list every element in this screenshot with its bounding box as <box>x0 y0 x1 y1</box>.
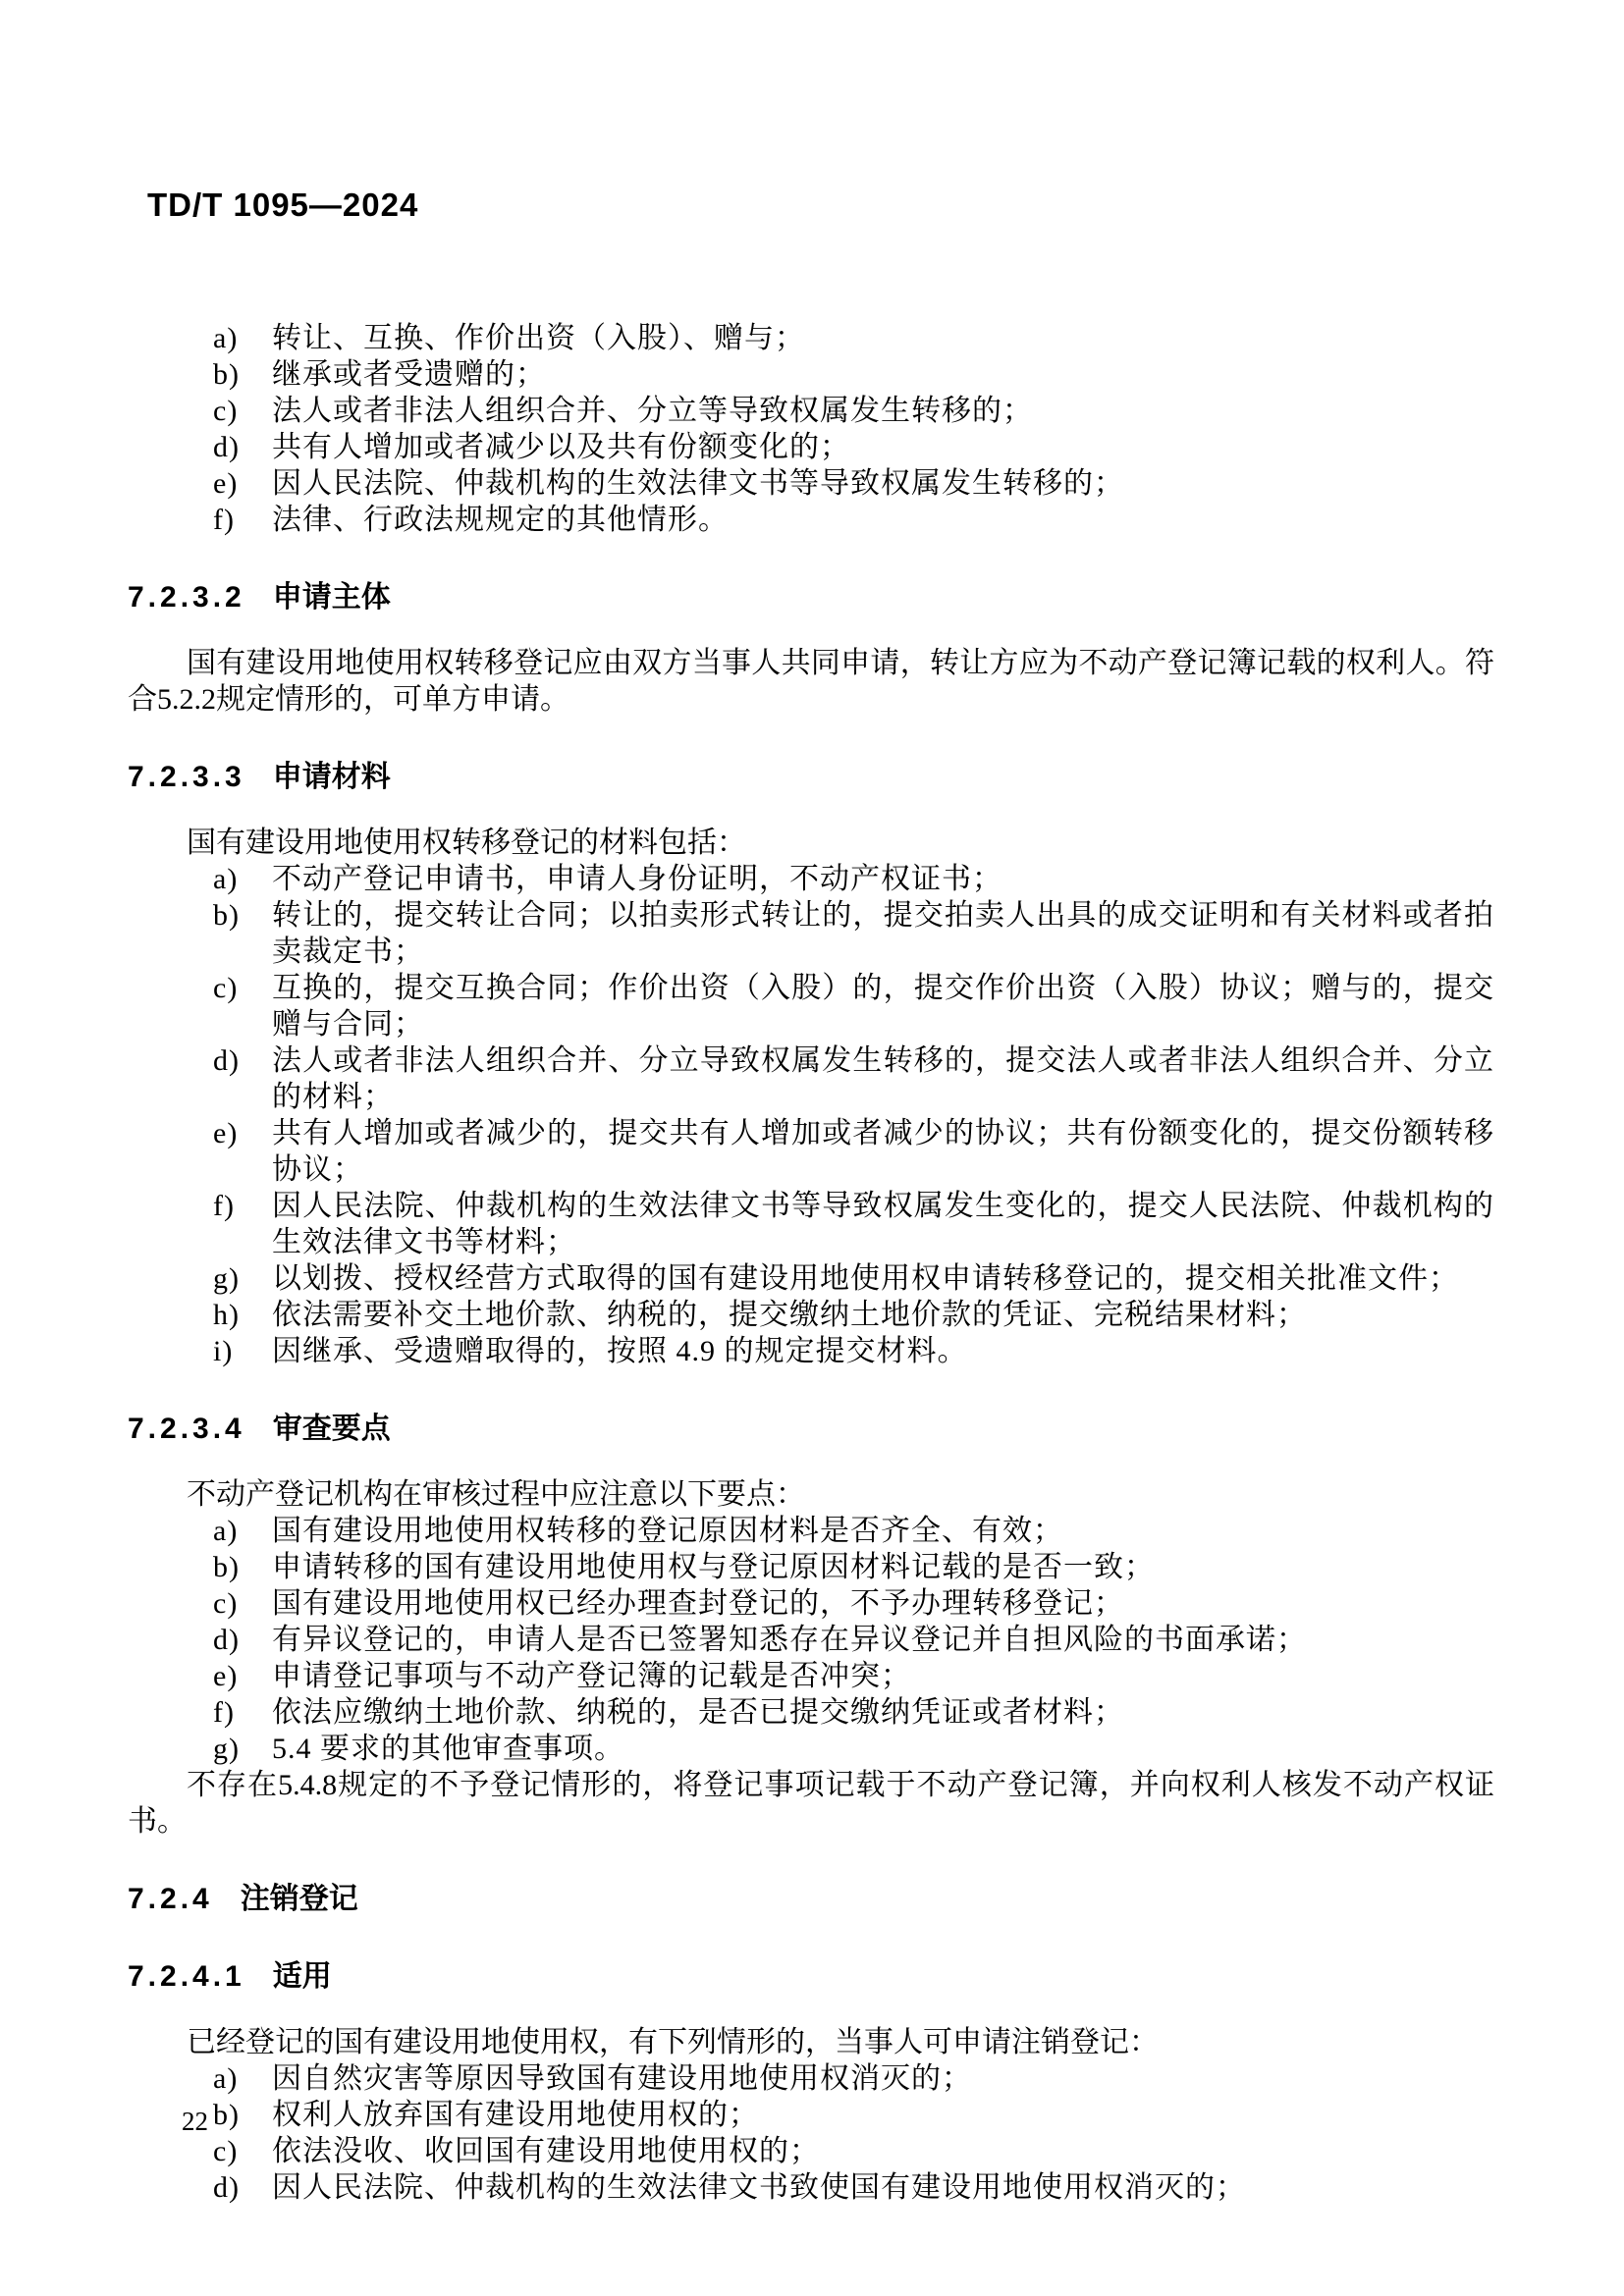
list-text: 国有建设用地使用权转移的登记原因材料是否齐全、有效； <box>272 1515 1063 1547</box>
list-text: 互换的，提交互换合同；作价出资（入股）的，提交作价出资（入股）协议；赠与的，提交赠与合同； <box>272 972 1494 1041</box>
list-text: 法律、行政法规规定的其他情形。 <box>272 504 729 536</box>
list-text: 申请登记事项与不动产登记簿的记载是否冲突； <box>272 1660 911 1692</box>
section-title: 适用 <box>272 1960 332 1993</box>
list-marker: c) <box>213 972 239 1004</box>
list-item <box>213 1115 1494 1188</box>
list-marker: e) <box>213 1117 239 1149</box>
list-text: 因继承、受遗赠取得的，按照 4.9 的规定提交材料。 <box>272 1335 968 1367</box>
section-number: 7.2.3.3 <box>128 761 245 793</box>
list-item <box>213 1042 1494 1115</box>
list-item <box>213 320 1494 356</box>
list-marker: f) <box>213 504 235 536</box>
list-marker: b) <box>213 1551 240 1583</box>
list-item <box>213 356 1494 393</box>
section-heading-7-2-4 <box>128 1881 1494 1917</box>
list-marker: b) <box>213 358 240 391</box>
list-marker: c) <box>213 1587 239 1620</box>
standard-number-header: TD/T 1095—2024 <box>147 187 419 223</box>
review-points-list <box>128 1513 1494 1767</box>
section-number: 7.2.4 <box>128 1883 213 1915</box>
list-text: 以划拨、授权经营方式取得的国有建设用地使用权申请转移登记的，提交相关批准文件； <box>272 1262 1459 1295</box>
list-item <box>213 465 1494 502</box>
list-marker: f) <box>213 1190 235 1222</box>
list-item <box>213 1297 1494 1333</box>
list-text: 因自然灾害等原因导致国有建设用地使用权消灭的； <box>272 2062 972 2095</box>
list-text: 法人或者非法人组织合并、分立等导致权属发生转移的； <box>272 395 1033 427</box>
list-text: 因人民法院、仲裁机构的生效法律文书等导致权属发生变化的，提交人民法院、仲裁机构的生效法律文书等材料； <box>272 1190 1494 1258</box>
list-text: 转让的，提交转让合同；以拍卖形式转让的，提交拍卖人出具的成交证明和有关材料或者拍卖裁定书； <box>272 899 1494 968</box>
list-item <box>213 502 1494 538</box>
list-marker: d) <box>213 1624 240 1656</box>
transfer-causes-list <box>128 320 1494 538</box>
list-marker: g) <box>213 1262 240 1295</box>
list-item <box>213 1622 1494 1658</box>
list-text: 依法需要补交土地价款、纳税的，提交缴纳土地价款的凭证、完税结果材料； <box>272 1299 1307 1331</box>
section-title: 审查要点 <box>272 1413 391 1445</box>
section-title: 注销登记 <box>240 1883 358 1915</box>
list-text: 法人或者非法人组织合并、分立导致权属发生转移的，提交法人或者非法人组织合并、分立的材料； <box>272 1044 1494 1113</box>
list-marker: e) <box>213 1660 239 1692</box>
list-item <box>213 1585 1494 1622</box>
list-item <box>213 897 1494 970</box>
list-item <box>213 393 1494 429</box>
section-heading-7-2-3-3 <box>128 759 1494 795</box>
section-number: 7.2.3.4 <box>128 1413 245 1445</box>
list-text: 转让、互换、作价出资（入股）、赠与； <box>272 322 805 354</box>
list-text: 依法没收、收回国有建设用地使用权的； <box>272 2135 820 2167</box>
list-item <box>213 1513 1494 1549</box>
list-item <box>213 1549 1494 1585</box>
list-text: 申请转移的国有建设用地使用权与登记原因材料记载的是否一致； <box>272 1551 1155 1583</box>
list-marker: d) <box>213 431 240 463</box>
section-number: 7.2.4.1 <box>128 1960 245 1993</box>
section-number: 7.2.3.2 <box>128 581 245 614</box>
list-text: 有异议登记的，申请人是否已签署知悉存在异议登记并自担风险的书面承诺； <box>272 1624 1307 1656</box>
section-heading-7-2-4-1 <box>128 1958 1494 1995</box>
list-text: 权利人放弃国有建设用地使用权的； <box>272 2099 759 2131</box>
paragraph: 国有建设用地使用权转移登记应由双方当事人共同申请，转让方应为不动产登记簿记载的权利人。符合5.2.2规定情形的，可单方申请。 <box>128 647 1494 716</box>
list-item <box>213 2097 1494 2133</box>
list-marker: a) <box>213 2062 239 2095</box>
list-marker: c) <box>213 395 239 427</box>
list-marker: i) <box>213 1335 234 1367</box>
list-marker: h) <box>213 1299 240 1331</box>
list-marker: b) <box>213 2099 240 2131</box>
paragraph: 国有建设用地使用权转移登记的材料包括： <box>187 827 746 859</box>
list-marker: e) <box>213 467 239 500</box>
page-number: 22 <box>182 2107 208 2136</box>
paragraph: 不存在5.4.8规定的不予登记情形的，将登记事项记载于不动产登记簿，并向权利人核发不动产权证书。 <box>128 1769 1494 1838</box>
list-item <box>213 1260 1494 1297</box>
section-heading-7-2-3-4 <box>128 1411 1494 1447</box>
list-item <box>213 2169 1494 2206</box>
list-item <box>213 861 1494 897</box>
list-text: 依法应缴纳土地价款、纳税的，是否已提交缴纳凭证或者材料； <box>272 1696 1124 1729</box>
list-item <box>213 970 1494 1042</box>
section-heading-7-2-3-2 <box>128 579 1494 615</box>
list-item <box>213 1658 1494 1694</box>
list-marker: f) <box>213 1696 235 1729</box>
list-item <box>213 1188 1494 1260</box>
list-item <box>213 1333 1494 1369</box>
list-item <box>213 2133 1494 2169</box>
list-marker: a) <box>213 863 239 895</box>
list-text: 因人民法院、仲裁机构的生效法律文书致使国有建设用地使用权消灭的； <box>272 2171 1246 2204</box>
list-text: 国有建设用地使用权已经办理查封登记的，不予办理转移登记； <box>272 1587 1124 1620</box>
paragraph: 不动产登记机构在审核过程中应注意以下要点： <box>187 1478 805 1511</box>
section-title: 申请材料 <box>272 761 391 793</box>
section-title: 申请主体 <box>272 581 391 614</box>
application-materials-list <box>128 861 1494 1369</box>
list-marker: c) <box>213 2135 239 2167</box>
list-item <box>213 1694 1494 1731</box>
list-marker: d) <box>213 2171 240 2204</box>
list-item <box>213 429 1494 465</box>
list-text: 继承或者受遗赠的； <box>272 358 546 391</box>
list-marker: d) <box>213 1044 240 1077</box>
list-text: 5.4 要求的其他审查事项。 <box>272 1733 624 1765</box>
list-item <box>213 2060 1494 2097</box>
paragraph: 已经登记的国有建设用地使用权，有下列情形的，当事人可申请注销登记： <box>187 2026 1159 2058</box>
list-marker: a) <box>213 322 239 354</box>
page-content <box>128 320 1494 2206</box>
list-marker: a) <box>213 1515 239 1547</box>
list-text: 共有人增加或者减少的，提交共有人增加或者减少的协议；共有份额变化的，提交份额转移协议； <box>272 1117 1494 1186</box>
cancellation-cases-list <box>128 2060 1494 2206</box>
list-item <box>213 1731 1494 1767</box>
list-text: 不动产登记申请书，申请人身份证明，不动产权证书； <box>272 863 1002 895</box>
list-marker: g) <box>213 1733 240 1765</box>
list-text: 因人民法院、仲裁机构的生效法律文书等导致权属发生转移的； <box>272 467 1124 500</box>
list-text: 共有人增加或者减少以及共有份额变化的； <box>272 431 850 463</box>
list-marker: b) <box>213 899 240 932</box>
